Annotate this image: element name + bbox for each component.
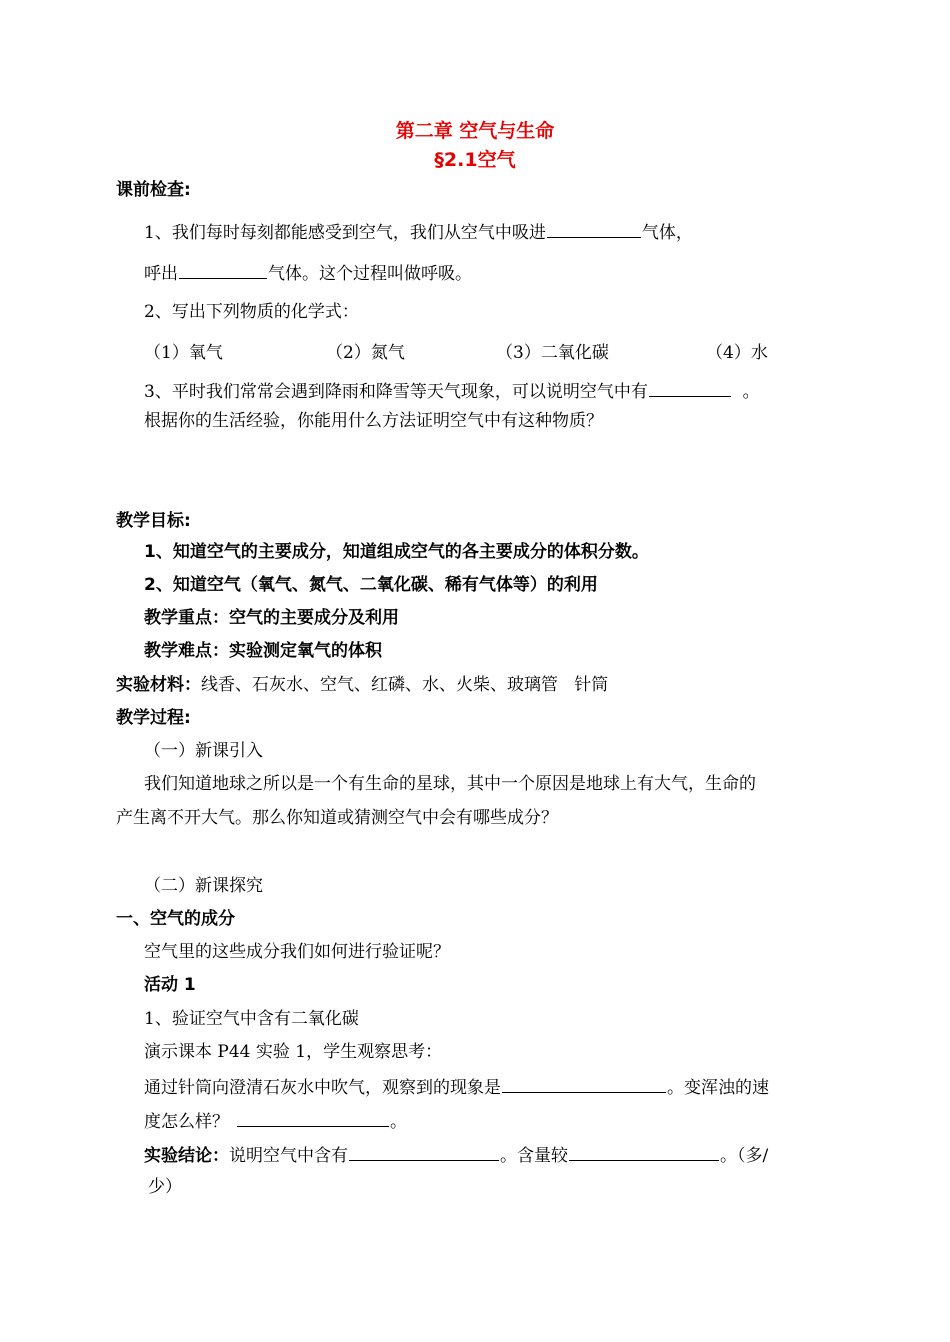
observe-text: 通过针筒向澄清石灰水中吹气，观察到的现象是 (144, 1078, 501, 1098)
conclusion-mid: 。含量较 (500, 1146, 568, 1166)
observe-speed: 度怎么样？ (144, 1112, 229, 1132)
question-1-line2 (144, 260, 472, 285)
question-3 (144, 378, 760, 403)
chapter-title: 第二章 空气与生命 (395, 120, 555, 142)
materials-label: 实验材料： (116, 675, 201, 695)
conclusion-line (144, 1142, 768, 1167)
verify-co2: 1、验证空气中含有二氧化碳 (144, 1009, 359, 1029)
key-point-label: 教学重点： (144, 608, 229, 628)
question-1-end: 气体。这个过程叫做呼吸。 (268, 264, 472, 284)
answer-blank[interactable] (179, 260, 267, 279)
objective-2: 2、知道空气（氧气、氮气、二氧化碳、稀有气体等）的利用 (144, 575, 598, 595)
question-3-text: 3、平时我们常常会遇到降雨和降雪等天气现象，可以说明空气中有 (144, 382, 648, 402)
key-point (144, 607, 399, 629)
observe-line2 (144, 1108, 407, 1133)
question-1-exhale: 呼出 (144, 264, 178, 284)
part1-question: 空气里的这些成分我们如何进行验证呢？ (144, 942, 450, 962)
answer-blank[interactable] (349, 1142, 499, 1161)
difficult-point (144, 640, 382, 662)
question-1-tail: 气体， (641, 223, 693, 243)
demo-text: 演示课本 P44 实验 1，学生观察思考： (144, 1042, 443, 1062)
section-title: §2.1空气 (434, 149, 516, 171)
question-3-line2: 根据你的生活经验，你能用什么方法证明空气中有这种物质？ (144, 411, 603, 431)
part1-heading: 一、空气的成分 (116, 909, 235, 929)
conclusion-label: 实验结论： (144, 1146, 229, 1166)
objective-1: 1、知道空气的主要成分，知道组成空气的各主要成分的体积分数。 (144, 542, 649, 562)
answer-blank[interactable] (547, 219, 641, 238)
key-point-text: 空气的主要成分及利用 (229, 608, 399, 628)
answer-blank[interactable] (569, 1142, 719, 1161)
observe-tail: 。变浑浊的速 (667, 1078, 769, 1098)
difficult-point-label: 教学难点： (144, 641, 229, 661)
question-1 (144, 219, 693, 244)
activity-1: 活动 1 (144, 975, 196, 995)
objectives-heading: 教学目标: (116, 511, 191, 531)
explore-title: （二）新课探究 (144, 876, 263, 896)
pre-check-heading: 课前检查: (116, 180, 191, 200)
observe-line (144, 1074, 769, 1099)
formula-list (144, 342, 876, 364)
intro-paragraph-1: 我们知道地球之所以是一个有生命的星球，其中一个原因是地球上有大气，生命的 (144, 774, 756, 794)
question-3-tail: 。 (742, 382, 760, 402)
formula-nitrogen: （2）氮气 (326, 343, 405, 363)
observe-end: 。 (390, 1112, 407, 1132)
intro-title: （一）新课引入 (144, 741, 263, 761)
difficult-point-text: 实验测定氧气的体积 (229, 641, 382, 661)
formula-water: （4）水 (706, 343, 768, 363)
answer-blank[interactable] (502, 1074, 666, 1093)
formula-oxygen: （1）氧气 (144, 343, 223, 363)
materials (116, 674, 608, 696)
question-2: 2、写出下列物质的化学式： (144, 302, 359, 322)
materials-text: 线香、石灰水、空气、红磷、水、火柴、玻璃管 针筒 (201, 675, 609, 695)
process-heading: 教学过程: (116, 708, 191, 728)
intro-paragraph-2: 产生离不开大气。那么你知道或猜测空气中会有哪些成分？ (116, 808, 558, 828)
conclusion-text: 说明空气中含有 (229, 1146, 348, 1166)
question-1-text: 1、我们每时每刻都能感受到空气，我们从空气中吸进 (144, 223, 546, 243)
conclusion-tail: 。（多/ (720, 1146, 769, 1166)
answer-blank[interactable] (649, 378, 731, 397)
conclusion-line2: 少） (148, 1177, 182, 1197)
formula-co2: （3）二氧化碳 (496, 343, 609, 363)
answer-blank[interactable] (237, 1108, 389, 1127)
